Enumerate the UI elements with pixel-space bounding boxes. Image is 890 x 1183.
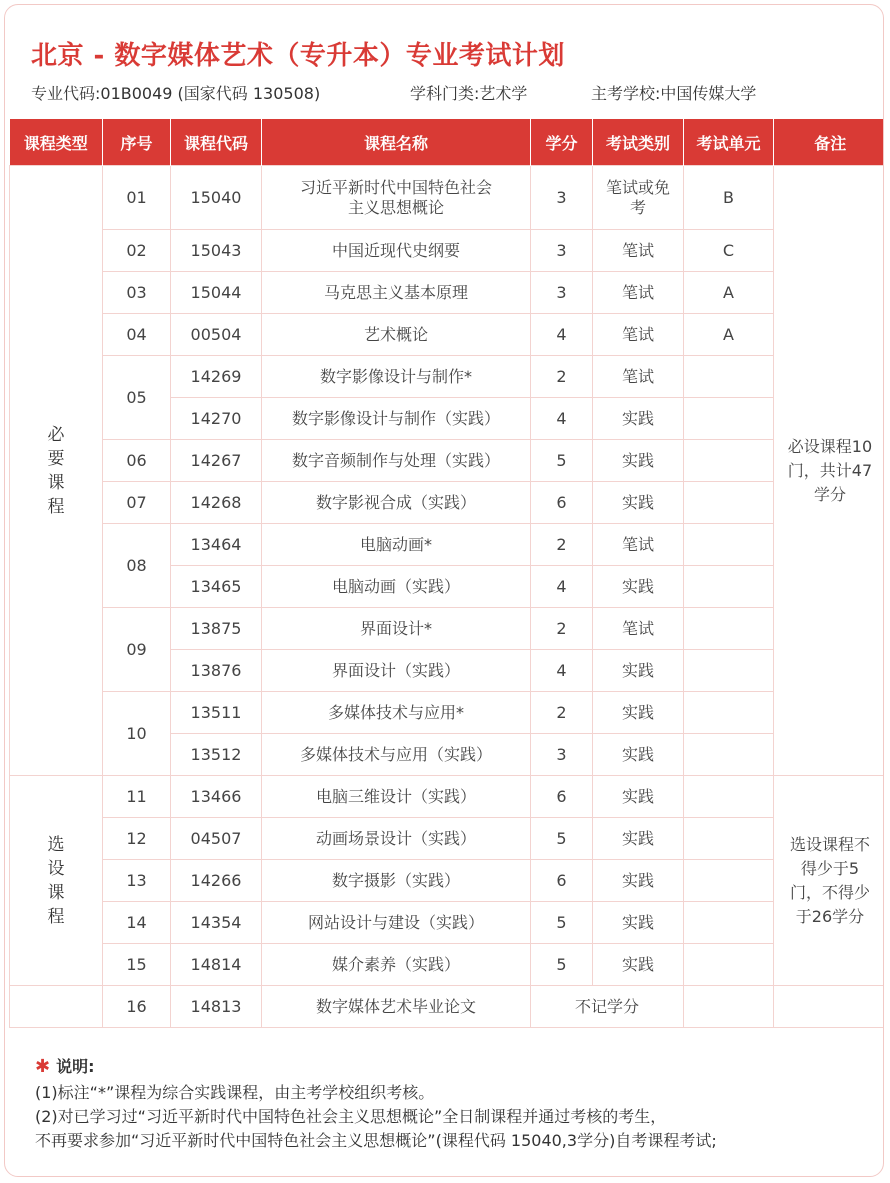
cell-name: 动画场景设计（实践） [262, 818, 531, 860]
table-row [10, 986, 885, 1028]
cell-exam-unit [684, 566, 774, 608]
plan-card [4, 4, 884, 1177]
cell-name: 多媒体技术与应用* [262, 692, 531, 734]
cell-seq: 05 [103, 356, 171, 440]
cell-exam-type: 实践 [593, 944, 684, 986]
discipline: 学科门类:艺术学 [410, 84, 528, 103]
cell-name: 数字影像设计与制作* [262, 356, 531, 398]
cell-remark-empty [774, 986, 885, 1028]
note-line: 不再要求参加“习近平新时代中国特色社会主义思想概论”(课程代码 15040,3学分)自考课程考试; [35, 1131, 717, 1150]
cell-exam-type: 实践 [593, 692, 684, 734]
cell-exam-type: 实践 [593, 398, 684, 440]
cell-seq: 02 [103, 230, 171, 272]
table-row [10, 524, 885, 566]
note-line: (2)对已学习过“习近平新时代中国特色社会主义思想概论”全日制课程并通过考核的考生， [35, 1107, 667, 1126]
cell-code: 14354 [171, 902, 262, 944]
cell-code: 14266 [171, 860, 262, 902]
cell-seq: 16 [103, 986, 171, 1028]
cell-seq: 14 [103, 902, 171, 944]
exam-school: 主考学校:中国传媒大学 [591, 84, 757, 103]
cell-name: 电脑三维设计（实践） [262, 776, 531, 818]
cell-name: 中国近现代史纲要 [262, 230, 531, 272]
cell-exam-type: 实践 [593, 734, 684, 776]
cell-exam-type: 实践 [593, 902, 684, 944]
cell-name: 界面设计* [262, 608, 531, 650]
cell-code: 15044 [171, 272, 262, 314]
cell-exam-type: 实践 [593, 440, 684, 482]
cell-code: 13512 [171, 734, 262, 776]
cell-exam-unit [684, 440, 774, 482]
cell-code: 00504 [171, 314, 262, 356]
cell-code: 15040 [171, 166, 262, 230]
cell-credit: 3 [531, 166, 593, 230]
cell-name: 艺术概论 [262, 314, 531, 356]
header-seq: 序号 [103, 119, 171, 166]
cell-seq: 15 [103, 944, 171, 986]
cell-exam-unit [684, 860, 774, 902]
header-course-code: 课程代码 [171, 119, 262, 166]
cell-exam-type: 实践 [593, 482, 684, 524]
major-code: 专业代码:01B0049 (国家代码 130508) [31, 84, 321, 103]
cell-code: 13466 [171, 776, 262, 818]
cell-exam-unit: C [684, 230, 774, 272]
cell-seq: 08 [103, 524, 171, 608]
cell-name: 数字摄影（实践） [262, 860, 531, 902]
cell-type-empty [10, 986, 103, 1028]
cell-exam-type: 实践 [593, 566, 684, 608]
header-course-name: 课程名称 [262, 119, 531, 166]
cell-seq: 01 [103, 166, 171, 230]
cell-seq: 12 [103, 818, 171, 860]
page-title: 北京 - 数字媒体艺术（专升本）专业考试计划 [31, 41, 565, 71]
cell-exam-unit [684, 650, 774, 692]
cell-exam-unit [684, 818, 774, 860]
header-exam-type: 考试类别 [593, 119, 684, 166]
course-type-required: 必要课程 [10, 166, 103, 776]
cell-code: 13465 [171, 566, 262, 608]
cell-exam-type: 笔试 [593, 608, 684, 650]
header-remark: 备注 [774, 119, 885, 166]
cell-seq: 10 [103, 692, 171, 776]
table-row [10, 818, 885, 860]
table-row [10, 482, 885, 524]
cell-seq: 04 [103, 314, 171, 356]
cell-name: 习近平新时代中国特色社会主义思想概论 [262, 166, 531, 230]
notes-section [35, 1055, 717, 1153]
cell-credit: 3 [531, 734, 593, 776]
cell-exam-unit [684, 398, 774, 440]
cell-exam-type: 实践 [593, 650, 684, 692]
cell-exam-unit [684, 944, 774, 986]
cell-credit: 4 [531, 398, 593, 440]
table-row [10, 314, 885, 356]
table-row [10, 272, 885, 314]
cell-name: 界面设计（实践） [262, 650, 531, 692]
cell-exam-type: 笔试 [593, 272, 684, 314]
cell-credit: 6 [531, 860, 593, 902]
cell-name: 数字影像设计与制作（实践） [262, 398, 531, 440]
cell-code: 14268 [171, 482, 262, 524]
table-row [10, 902, 885, 944]
cell-exam-unit [684, 776, 774, 818]
table-row [10, 440, 885, 482]
cell-code: 13464 [171, 524, 262, 566]
cell-credit-merged: 不记学分 [531, 986, 684, 1028]
cell-credit: 3 [531, 272, 593, 314]
cell-exam-unit [684, 608, 774, 650]
cell-code: 14814 [171, 944, 262, 986]
table-row [10, 860, 885, 902]
cell-name: 数字影视合成（实践） [262, 482, 531, 524]
cell-code: 14813 [171, 986, 262, 1028]
cell-exam-type: 笔试 [593, 524, 684, 566]
cell-name: 数字媒体艺术毕业论文 [262, 986, 531, 1028]
table-row [10, 356, 885, 398]
cell-code: 13876 [171, 650, 262, 692]
cell-code: 14270 [171, 398, 262, 440]
cell-credit: 2 [531, 608, 593, 650]
cell-exam-unit [684, 986, 774, 1028]
table-row [10, 944, 885, 986]
course-type-elective: 选设课程 [10, 776, 103, 986]
course-table [9, 119, 884, 1028]
cell-name: 多媒体技术与应用（实践） [262, 734, 531, 776]
cell-seq: 11 [103, 776, 171, 818]
cell-exam-unit [684, 902, 774, 944]
cell-exam-type: 笔试 [593, 230, 684, 272]
cell-exam-type: 实践 [593, 818, 684, 860]
cell-exam-unit [684, 524, 774, 566]
cell-credit: 6 [531, 482, 593, 524]
cell-credit: 3 [531, 230, 593, 272]
cell-seq: 06 [103, 440, 171, 482]
table-row [10, 776, 885, 818]
cell-credit: 2 [531, 524, 593, 566]
cell-code: 04507 [171, 818, 262, 860]
cell-name: 网站设计与建设（实践） [262, 902, 531, 944]
cell-exam-unit [684, 734, 774, 776]
cell-code: 13875 [171, 608, 262, 650]
cell-credit: 6 [531, 776, 593, 818]
cell-credit: 4 [531, 566, 593, 608]
cell-credit: 2 [531, 356, 593, 398]
cell-exam-unit: B [684, 166, 774, 230]
cell-credit: 5 [531, 902, 593, 944]
remark-elective: 选设课程不得少于5门，不得少于26学分 [774, 776, 885, 986]
cell-seq: 13 [103, 860, 171, 902]
cell-seq: 07 [103, 482, 171, 524]
cell-exam-unit [684, 482, 774, 524]
cell-credit: 4 [531, 314, 593, 356]
notes-heading [35, 1055, 717, 1079]
cell-exam-type: 笔试或免考 [593, 166, 684, 230]
header-course-type: 课程类型 [10, 119, 103, 166]
cell-credit: 2 [531, 692, 593, 734]
cell-name: 媒介素养（实践） [262, 944, 531, 986]
cell-code: 14269 [171, 356, 262, 398]
cell-code: 13511 [171, 692, 262, 734]
table-row [10, 230, 885, 272]
table-row [10, 608, 885, 650]
cell-credit: 5 [531, 818, 593, 860]
table-header-row [10, 119, 885, 166]
cell-credit: 4 [531, 650, 593, 692]
cell-code: 14267 [171, 440, 262, 482]
cell-exam-unit [684, 356, 774, 398]
cell-seq: 09 [103, 608, 171, 692]
cell-name: 电脑动画* [262, 524, 531, 566]
header-exam-unit: 考试单元 [684, 119, 774, 166]
cell-exam-type: 笔试 [593, 356, 684, 398]
cell-exam-unit: A [684, 314, 774, 356]
cell-credit: 5 [531, 944, 593, 986]
cell-exam-type: 实践 [593, 860, 684, 902]
cell-name: 数字音频制作与处理（实践） [262, 440, 531, 482]
notes-heading-label: 说明: [56, 1057, 95, 1076]
cell-code: 15043 [171, 230, 262, 272]
note-line: (1)标注“*”课程为综合实践课程，由主考学校组织考核。 [35, 1083, 435, 1102]
cell-exam-type: 笔试 [593, 314, 684, 356]
cell-exam-unit [684, 692, 774, 734]
cell-credit: 5 [531, 440, 593, 482]
cell-name: 马克思主义基本原理 [262, 272, 531, 314]
table-row [10, 166, 885, 230]
cell-exam-unit: A [684, 272, 774, 314]
header-credit: 学分 [531, 119, 593, 166]
cell-exam-type: 实践 [593, 776, 684, 818]
remark-required: 必设课程10门，共计47学分 [774, 166, 885, 776]
cell-seq: 03 [103, 272, 171, 314]
asterisk-icon: ✱ [35, 1056, 51, 1077]
table-row [10, 692, 885, 734]
cell-name: 电脑动画（实践） [262, 566, 531, 608]
